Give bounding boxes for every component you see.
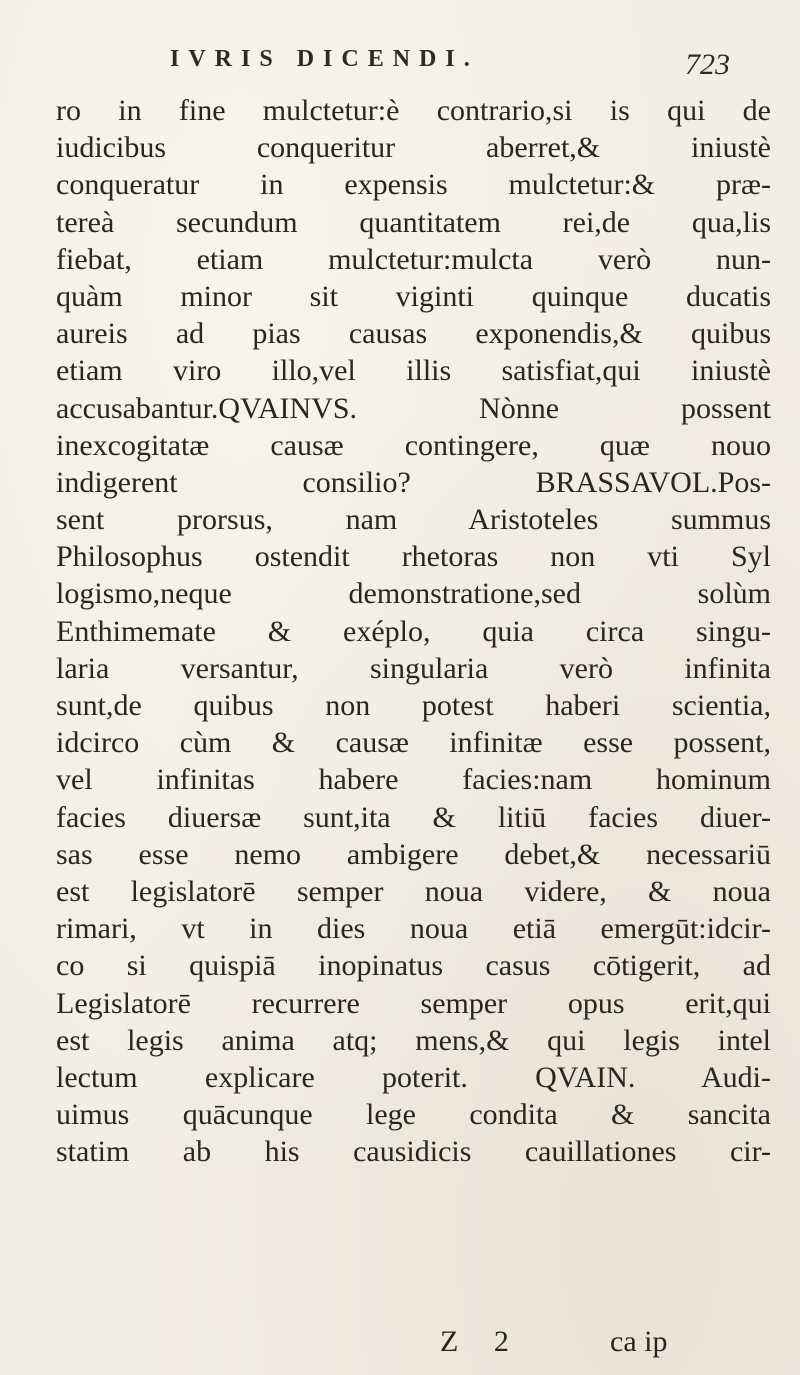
body-text — [56, 92, 771, 1170]
text-line: co si quispiā inopinatus casus cōtigerit, ad — [56, 949, 771, 983]
text-line: tereà secundum quantitatem rei,de qua,lis — [56, 205, 771, 239]
text-line: quàm minor sit viginti quinque ducatis — [56, 279, 771, 313]
text-line: statim ab his causidicis cauillationes cir- — [56, 1135, 771, 1169]
text-line: facies diuersæ sunt,ita & litiū facies diuer- — [56, 800, 771, 834]
text-line: Philosophus ostendit rhetoras non vti Syl — [56, 540, 771, 574]
text-line: idcirco cùm & causæ infinitæ esse possent, — [56, 726, 771, 760]
text-line: inexcogitatæ causæ contingere, quæ nouo — [56, 428, 771, 462]
text-line: logismo,neque demonstratione,sed solùm — [56, 577, 771, 611]
text-line: fiebat, etiam mulctetur:mulcta verò nun- — [56, 242, 771, 276]
text-line: indigerent consilio? BRASSAVOL.Pos- — [56, 465, 771, 499]
text-line: sunt,de quibus non potest haberi scientia, — [56, 689, 771, 722]
text-line: sas esse nemo ambigere debet,& necessariū — [56, 837, 771, 871]
text-line: uimus quācunque lege condita & sancita — [56, 1098, 771, 1132]
text-line: ro in fine mulctetur:è contrario,si is qui de — [56, 94, 771, 127]
text-line: conqueratur in expensis mulctetur:& præ- — [56, 168, 771, 202]
text-line: est legis anima atq; mens,& qui legis intel — [56, 1023, 771, 1057]
catchword: ca ip — [610, 1325, 668, 1358]
text-line: sent prorsus, nam Aristoteles summus — [56, 503, 771, 537]
text-line: vel infinitas habere facies:nam hominum — [56, 763, 771, 797]
text-line: etiam viro illo,vel illis satisfiat,qui iniustè — [56, 354, 771, 388]
running-head: IVRIS DICENDI. — [170, 46, 479, 72]
text-line: iudicibus conqueritur aberret,& iniustè — [56, 131, 771, 165]
page-footer — [0, 1325, 800, 1365]
text-line: aureis ad pias causas exponendis,& quibus — [56, 317, 771, 351]
text-line: accusabantur.QVAINVS. Nònne possent — [56, 391, 771, 425]
text-line: laria versantur, singularia verò infinita — [56, 651, 771, 685]
text-line: Legislatorē recurrere semper opus erit,qui — [56, 986, 771, 1020]
text-line: rimari, vt in dies noua etiā emergūt:idcir- — [56, 912, 771, 946]
text-line: est legislatorē semper noua videre, & noua — [56, 874, 771, 908]
text-line: Enthimemate & exéplo, quia circa singu- — [56, 614, 771, 648]
text-line: lectum explicare poterit. QVAIN. Audi- — [56, 1060, 771, 1094]
page-header — [170, 46, 730, 86]
page-number: 723 — [685, 48, 730, 81]
signature-mark: Z 2 — [440, 1325, 523, 1358]
